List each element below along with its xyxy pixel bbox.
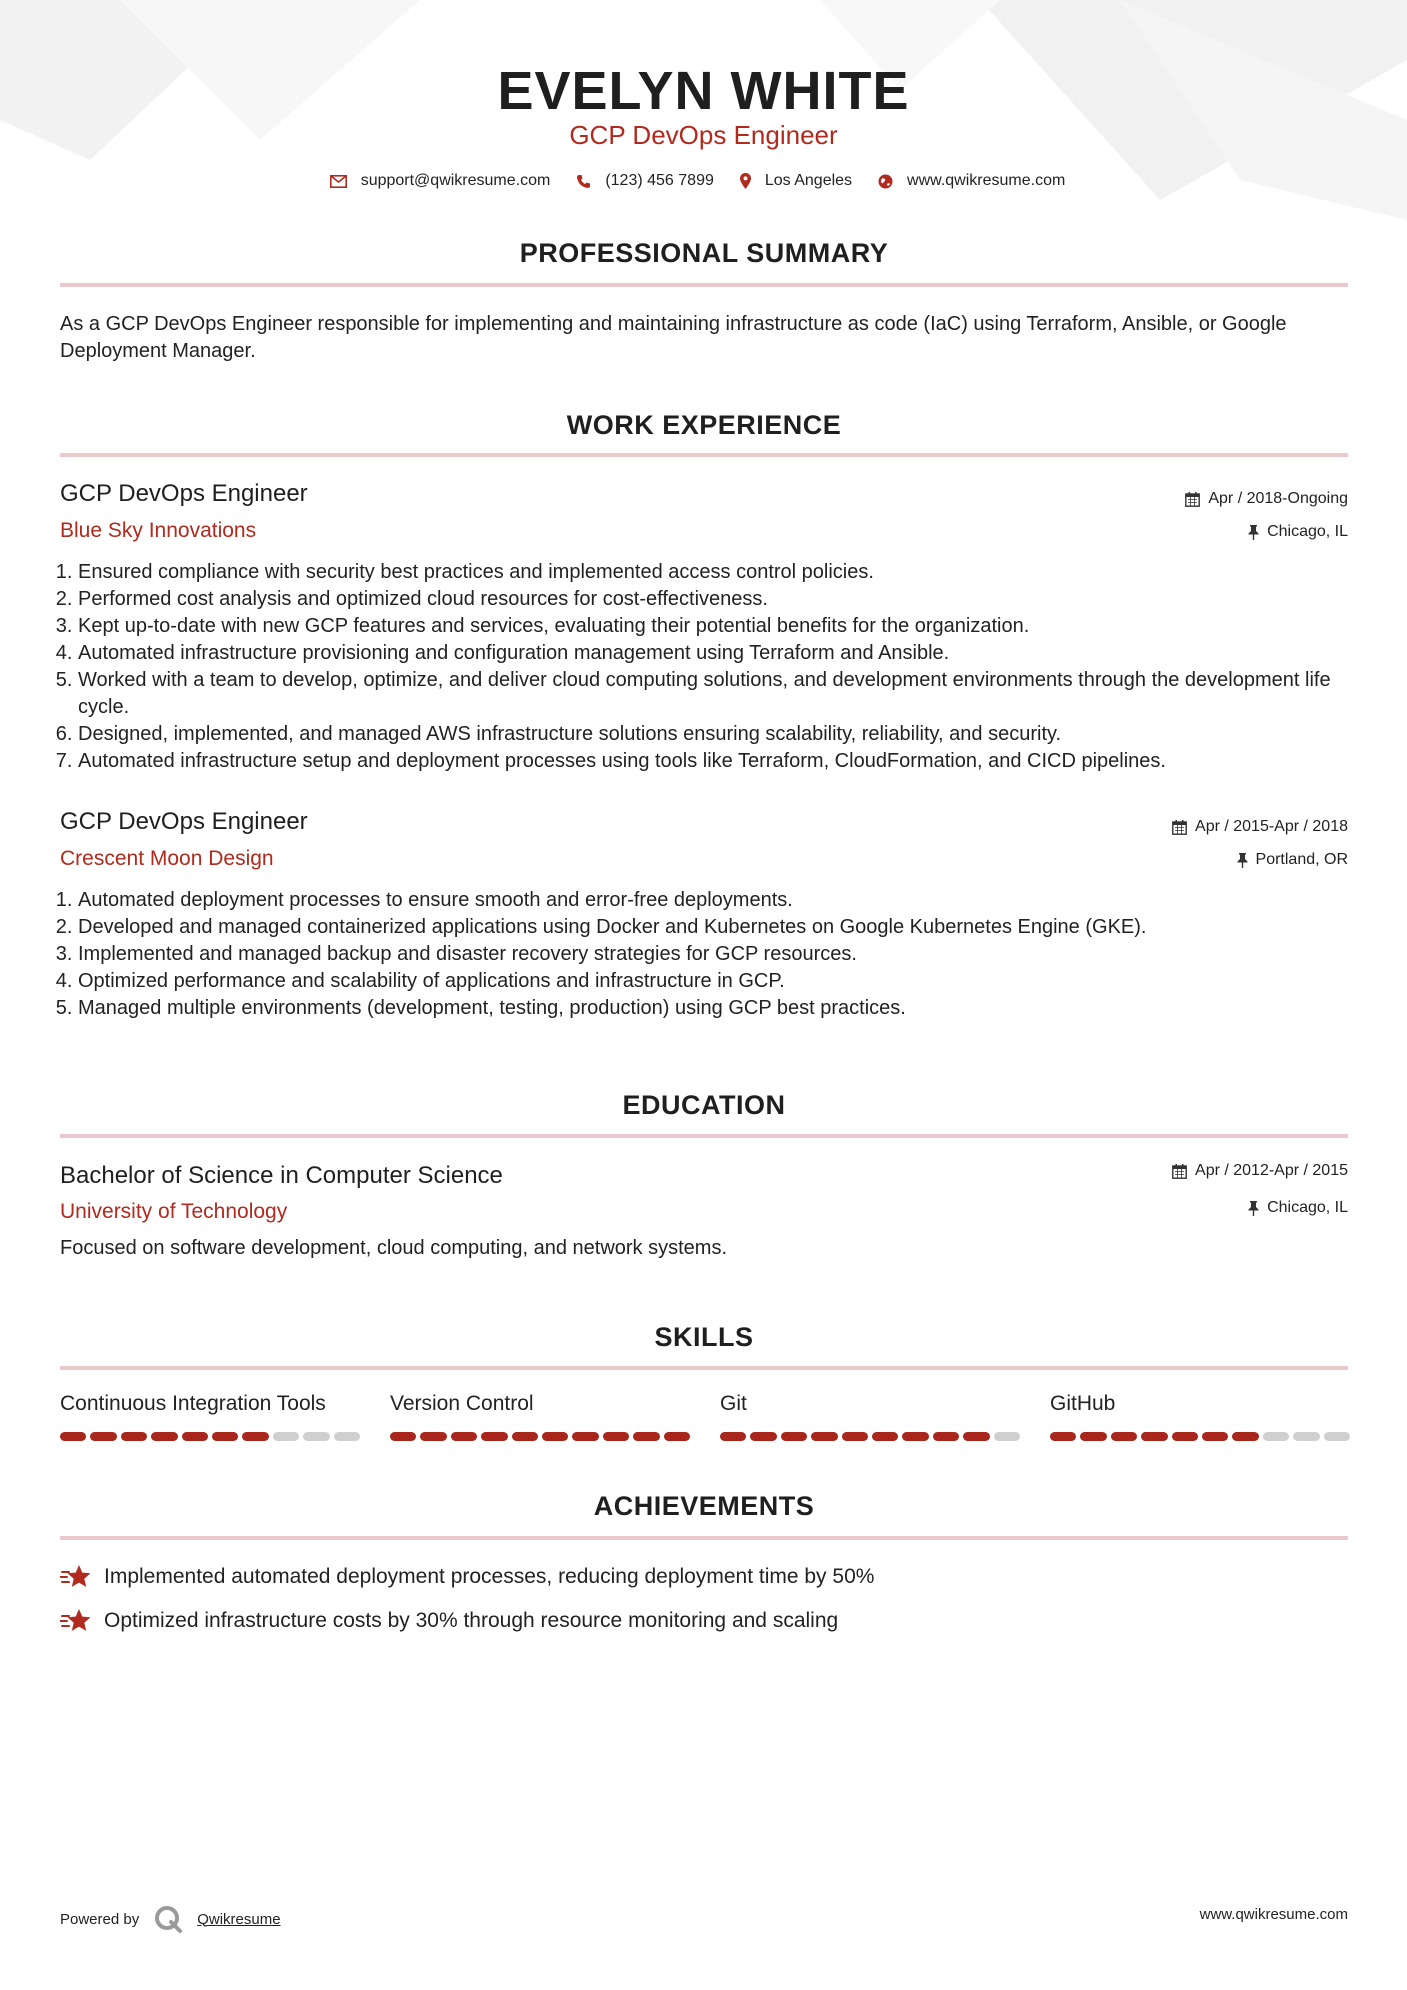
- skill-level-segment: [872, 1432, 898, 1441]
- skill-level-segment: [1080, 1432, 1106, 1441]
- achievement-text: Implemented automated deployment processes, reducing deployment time by 50%: [104, 1565, 875, 1588]
- skill-level-segment: [151, 1432, 177, 1441]
- footer-website[interactable]: www.qwikresume.com: [1199, 1906, 1348, 1923]
- star-icon: [60, 1564, 92, 1590]
- skill-level-segment: [750, 1432, 776, 1441]
- contact-location: [740, 172, 852, 190]
- skill-level-segment: [781, 1432, 807, 1441]
- skills-heading: SKILLS: [654, 1322, 754, 1352]
- skill-name: Git: [720, 1392, 747, 1415]
- phone-text: (123) 456 7899: [605, 172, 714, 189]
- job-title: GCP DevOps Engineer: [60, 808, 308, 835]
- job-achievements-list: [60, 887, 1366, 1022]
- job-company: Blue Sky Innovations: [60, 519, 257, 542]
- contact-phone[interactable]: [576, 172, 714, 190]
- education-divider: [60, 1134, 1348, 1138]
- powered-by-label: Powered by: [60, 1910, 140, 1928]
- list-item: 1. Automated deployment processes to ensure smooth and error-free deployments.: [78, 887, 1366, 914]
- skill-level-segment: [1293, 1432, 1319, 1441]
- location-text: Los Angeles: [764, 172, 853, 189]
- job-location: [1237, 851, 1348, 869]
- skill-level-bar: [720, 1432, 1020, 1441]
- list-item: 3. Kept up-to-date with new GCP features and services, evaluating their potential benefits for the organization.: [78, 613, 1366, 640]
- job-dates-text: Apr / 2015-Apr / 2018: [1195, 818, 1348, 835]
- skill-level-segment: [1172, 1432, 1198, 1441]
- skill-level-segment: [512, 1432, 538, 1441]
- skill-level-segment: [572, 1432, 598, 1441]
- achievements-heading: ACHIEVEMENTS: [593, 1491, 815, 1521]
- skill-level-segment: [242, 1432, 268, 1441]
- skills-grid: [60, 1392, 1348, 1441]
- skill-level-segment: [390, 1432, 416, 1441]
- job-location-text: Chicago, IL: [1267, 523, 1348, 540]
- skill-level-segment: [1232, 1432, 1258, 1441]
- pushpin-icon: [1237, 853, 1248, 868]
- star-icon: [60, 1608, 92, 1634]
- education-dates-text: Apr / 2012-Apr / 2015: [1195, 1162, 1348, 1179]
- envelope-icon: [330, 175, 347, 188]
- skills-divider: [60, 1366, 1348, 1370]
- education-heading: EDUCATION: [622, 1090, 786, 1120]
- achievement-item: [60, 1608, 838, 1634]
- list-item: 2. Developed and managed containerized applications using Docker and Kubernetes on Google Kubernetes Engine (GKE).: [78, 914, 1366, 941]
- calendar-icon: [1185, 492, 1200, 507]
- school-name: University of Technology: [60, 1200, 288, 1223]
- candidate-title: GCP DevOps Engineer: [569, 120, 838, 150]
- list-item: 5. Worked with a team to develop, optimize, and deliver cloud computing solutions, and development environments through the development life cycle.: [78, 667, 1366, 721]
- qwikresume-logo-icon: [153, 1904, 183, 1934]
- summary-text: As a GCP DevOps Engineer responsible for implementing and maintaining infrastructure as code (IaC) using Terraform, Ansible, or Google Deployment Manager.: [60, 313, 1287, 362]
- skill-level-segment: [842, 1432, 868, 1441]
- skill-level-segment: [902, 1432, 928, 1441]
- skill-level-segment: [182, 1432, 208, 1441]
- job-dates-text: Apr / 2018-Ongoing: [1208, 490, 1348, 507]
- website-text: www.qwikresume.com: [907, 172, 1066, 189]
- skill-level-segment: [90, 1432, 116, 1441]
- skill-level-bar: [60, 1432, 360, 1441]
- job-location-text: Portland, OR: [1255, 851, 1348, 868]
- achievements-divider: [60, 1536, 1348, 1540]
- skill-level-segment: [121, 1432, 147, 1441]
- skill-name: Continuous Integration Tools: [60, 1392, 326, 1415]
- skill-level-segment: [1202, 1432, 1228, 1441]
- skill-level-segment: [303, 1432, 329, 1441]
- skill-level-segment: [420, 1432, 446, 1441]
- brand-link[interactable]: Qwikresume: [197, 1910, 281, 1928]
- skill-level-bar: [390, 1432, 690, 1441]
- globe-icon: [878, 174, 893, 189]
- job-title: GCP DevOps Engineer: [60, 480, 308, 507]
- candidate-name: EVELYN WHITE: [497, 61, 910, 121]
- skill-level-segment: [542, 1432, 568, 1441]
- skill-level-segment: [273, 1432, 299, 1441]
- list-item: 3. Implemented and managed backup and disaster recovery strategies for GCP resources.: [78, 941, 1366, 968]
- job-dates: [1172, 818, 1348, 836]
- achievement-text: Optimized infrastructure costs by 30% through resource monitoring and scaling: [104, 1609, 839, 1632]
- degree-title: Bachelor of Science in Computer Science: [60, 1162, 503, 1189]
- skill-item: [60, 1392, 360, 1441]
- list-item: 6. Designed, implemented, and managed AWS infrastructure solutions ensuring scalability, reliability, and security.: [78, 721, 1366, 748]
- achievement-item: [60, 1564, 874, 1590]
- list-item: 1. Ensured compliance with security best practices and implemented access control policies.: [78, 559, 1366, 586]
- footer-powered-by: [60, 1904, 281, 1934]
- list-item: 5. Managed multiple environments (development, testing, production) using GCP best practices.: [78, 995, 1366, 1022]
- skill-level-segment: [1324, 1432, 1350, 1441]
- skill-level-segment: [481, 1432, 507, 1441]
- map-pin-icon: [740, 173, 751, 189]
- contact-bar: [0, 172, 1407, 190]
- calendar-icon: [1172, 1164, 1187, 1179]
- skill-level-segment: [1141, 1432, 1167, 1441]
- skill-level-segment: [720, 1432, 746, 1441]
- summary-divider: [60, 283, 1348, 287]
- list-item: 4. Automated infrastructure provisioning and configuration management using Terraform and Ansible.: [78, 640, 1366, 667]
- phone-icon: [576, 174, 591, 189]
- summary-heading: PROFESSIONAL SUMMARY: [519, 238, 889, 268]
- education-location-text: Chicago, IL: [1267, 1199, 1348, 1216]
- calendar-icon: [1172, 820, 1187, 835]
- skill-level-segment: [664, 1432, 690, 1441]
- pushpin-icon: [1248, 1201, 1259, 1216]
- job-location: [1248, 523, 1348, 541]
- skill-level-segment: [963, 1432, 989, 1441]
- skill-level-segment: [811, 1432, 837, 1441]
- education-dates: [1172, 1162, 1348, 1180]
- education-location: [1248, 1199, 1348, 1217]
- experience-divider: [60, 453, 1348, 457]
- skill-level-segment: [334, 1432, 360, 1441]
- skill-item: [390, 1392, 690, 1441]
- contact-website[interactable]: [878, 172, 1065, 190]
- skill-level-segment: [451, 1432, 477, 1441]
- job-company: Crescent Moon Design: [60, 847, 274, 870]
- job-dates: [1185, 490, 1348, 508]
- skill-item: [1050, 1392, 1350, 1441]
- list-item: 4. Optimized performance and scalability of applications and infrastructure in GCP.: [78, 968, 1366, 995]
- education-description: Focused on software development, cloud computing, and network systems.: [60, 1237, 728, 1259]
- skill-name: GitHub: [1050, 1392, 1116, 1415]
- skill-level-segment: [933, 1432, 959, 1441]
- experience-heading: WORK EXPERIENCE: [566, 410, 842, 440]
- contact-email[interactable]: [330, 172, 551, 190]
- skill-level-segment: [1263, 1432, 1289, 1441]
- pushpin-icon: [1248, 525, 1259, 540]
- skill-level-segment: [212, 1432, 238, 1441]
- skill-item: [720, 1392, 1020, 1441]
- skill-level-segment: [633, 1432, 659, 1441]
- skill-level-segment: [603, 1432, 629, 1441]
- email-text: support@qwikresume.com: [360, 172, 551, 189]
- list-item: 2. Performed cost analysis and optimized cloud resources for cost-effectiveness.: [78, 586, 1366, 613]
- skill-level-segment: [1111, 1432, 1137, 1441]
- skill-level-segment: [1050, 1432, 1076, 1441]
- list-item: 7. Automated infrastructure setup and deployment processes using tools like Terraform, CloudFormation, and CICD pipelines.: [78, 748, 1366, 775]
- skill-level-segment: [994, 1432, 1020, 1441]
- skill-level-segment: [60, 1432, 86, 1441]
- job-achievements-list: [60, 559, 1366, 775]
- skill-name: Version Control: [390, 1392, 534, 1415]
- skill-level-bar: [1050, 1432, 1350, 1441]
